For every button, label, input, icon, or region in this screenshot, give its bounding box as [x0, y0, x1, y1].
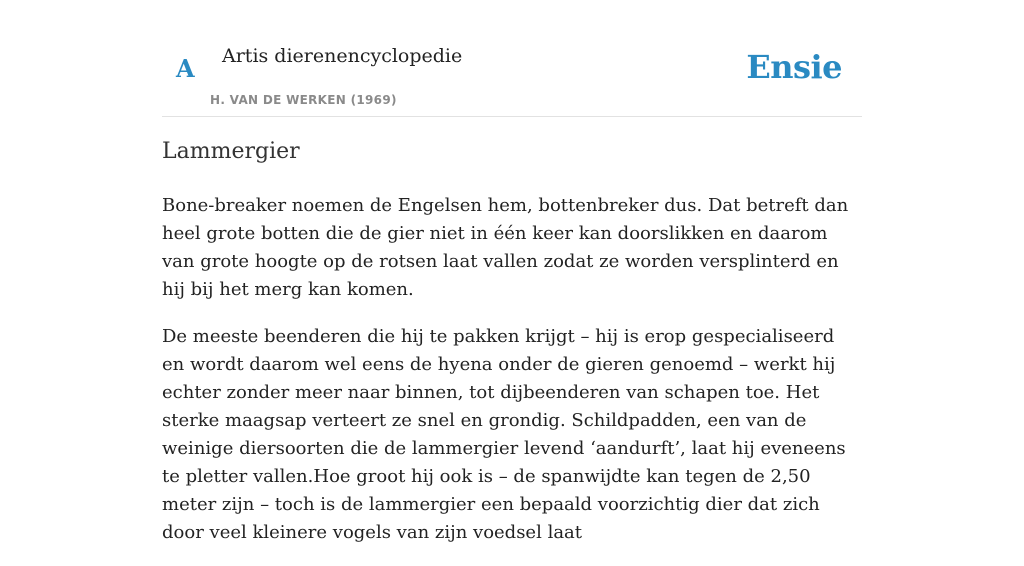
source-initial-icon[interactable]: A [176, 54, 195, 83]
source-author: H. VAN DE WERKEN (1969) [210, 93, 397, 107]
article-body [162, 192, 862, 566]
article-title: Lammergier [162, 139, 300, 164]
page-container [162, 0, 862, 543]
article-paragraph-2: De meeste beenderen die hij te pakken krijgt – hij is erop gespecialiseerd en wordt daarom wel eens de hyena onder de gieren genoemd – werkt hij echter zonder meer naar binnen, tot dijbeenderen van schapen toe. Het sterke maagsap verteert ze snel en grondig. Schildpadden, een van de weinige diersoorten die de lammergier levend ‘aandurft’, laat hij eveneens te pletter vallen.Hoe groot hij ook is – de spanwijdte kan tegen de 2,50 meter zijn – toch is de lammergier een bepaald voorzichtig dier dat zich door veel kleinere vogels van zijn voedsel laat [162, 326, 846, 543]
ensie-logo[interactable]: Ensie [746, 48, 842, 86]
source-title-link[interactable]: Artis dierenencyclopedie [222, 45, 463, 67]
source-header [162, 0, 862, 117]
article-paragraph-1: Bone-breaker noemen de Engelsen hem, bottenbreker dus. Dat betreft dan heel grote botten die de gier niet in één keer kan doorslikken en daarom van grote hoogte op de rotsen laat vallen zodat ze worden versplinterd en hij bij het merg kan komen. [162, 195, 849, 300]
